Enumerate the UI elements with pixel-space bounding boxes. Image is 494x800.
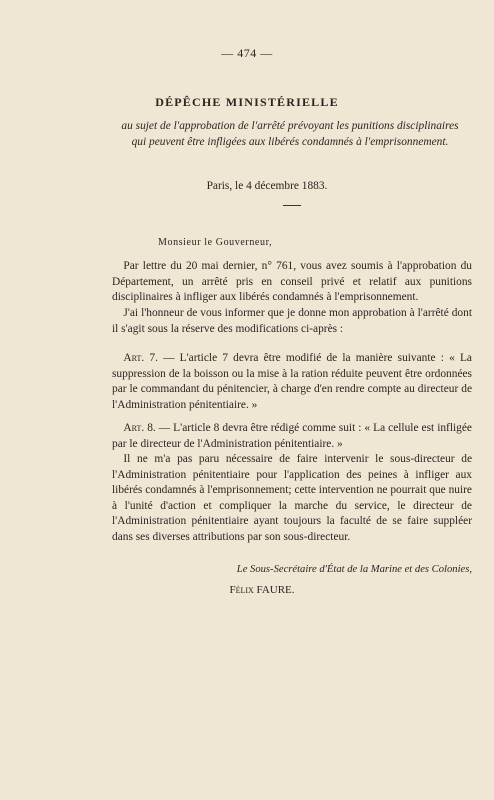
paragraph-1 xyxy=(112,259,472,306)
paragraph-5-text: Il ne m'a pas paru nécessaire de faire intervenir le sous-directeur de l'Administration pénitentiaire pour l'application des peines à infliger aux libérés condamnés à l'emprisonnement; cette intervention ne pourrait que nuire à l'unité d'action et compliquer la marche du service, le directeur de l'Administration pénitentiaire ayant toujours la faculté de se faire suppléer dans ses diverses attributions par son sous-directeur. xyxy=(112,453,472,543)
separator-rule xyxy=(283,205,301,206)
paragraph-5 xyxy=(112,452,472,545)
paragraph-2-text: J'ai l'honneur de vous informer que je donne mon approbation à l'arrêté dont il s'agit sous la réserve des modifications ci-après : xyxy=(112,307,472,335)
subtitle-line-1: au sujet de l'approbation de l'arrêté prévoyant les punitions disciplinaires xyxy=(121,120,459,132)
article-7-text: — L'article 7 devra être modifié de la manière suivante : « La suppression de la boisson ou la mise à la ration réduite peuvent être ordonnées par le commandant du pénitencier, à charge d'en rendre compte au directeur de l'Administration pénitentiaire. » xyxy=(112,352,472,411)
paragraph-1-text: Par lettre du 20 mai dernier, n° 761, vous avez soumis à l'approbation du Département, un arrêté pris en conseil privé et relatif aux punitions disciplinaires à infliger aux libérés condamnés à l'emprisonnement. xyxy=(112,260,472,303)
signature-title: Le Sous-Secrétaire d'État de la Marine et des Colonies, xyxy=(236,564,472,575)
page-number: — 474 — xyxy=(221,46,273,60)
paragraph-2 xyxy=(112,306,472,337)
signature-name: Félix FAURE. xyxy=(229,584,295,596)
article-8-text: — L'article 8 devra être rédigé comme suit : « La cellule est infligée par le directeur de l'Administration pénitentiaire. » xyxy=(112,422,472,450)
subtitle-line-2: qui peuvent être infligées aux libérés condamnés à l'emprisonnement. xyxy=(131,136,449,148)
article-7-label: Art. 7. xyxy=(123,352,158,364)
article-8-label: Art. 8. xyxy=(123,422,156,434)
dateline: Paris, le 4 décembre 1883. xyxy=(206,180,328,192)
document-subtitle xyxy=(95,118,485,150)
document-title: DÉPÊCHE MINISTÉRIELLE xyxy=(155,95,339,109)
paragraph-article-8 xyxy=(112,421,472,452)
paragraph-article-7 xyxy=(112,351,472,413)
salutation: Monsieur le Gouverneur, xyxy=(158,237,273,248)
